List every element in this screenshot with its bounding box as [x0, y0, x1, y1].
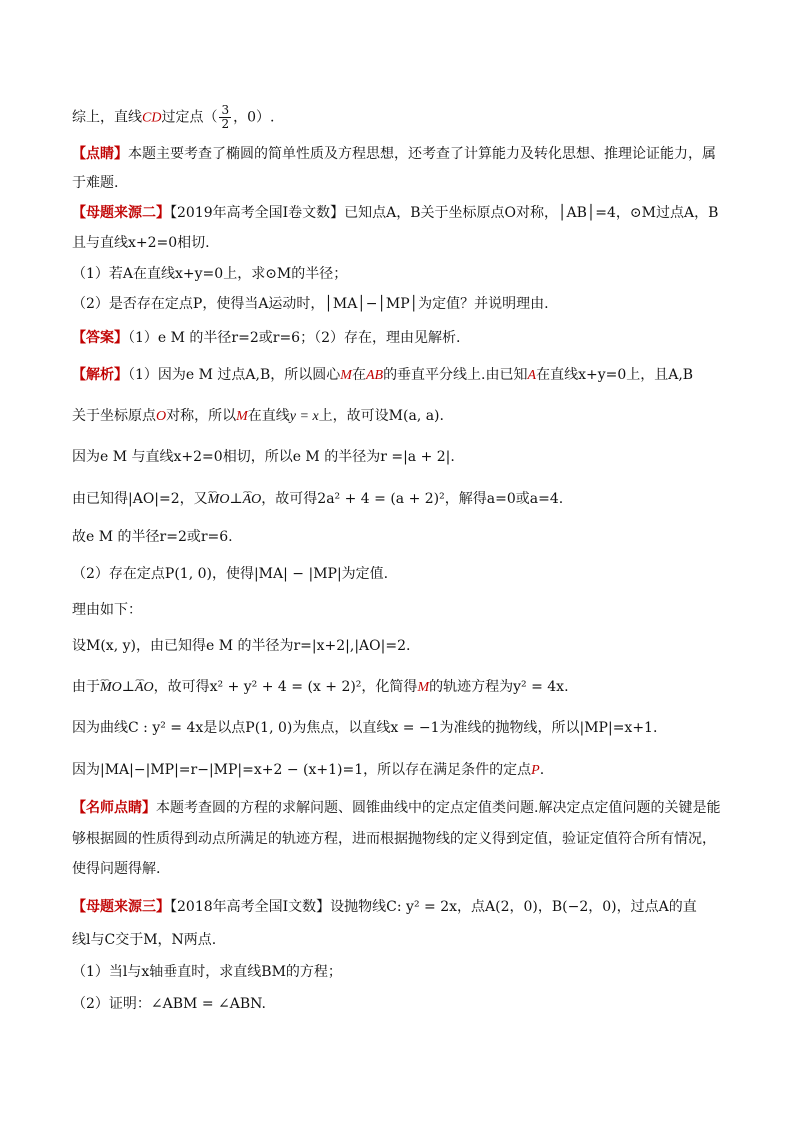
section-tag: 【点睛】 [72, 146, 128, 162]
text: 关于坐标原点 [72, 408, 156, 424]
question-1 [72, 264, 347, 284]
text: 理由如下： [72, 602, 142, 618]
section-tag: 【母题来源二】 [72, 205, 170, 221]
source2-line-2 [72, 233, 210, 253]
analysis-line-9 [72, 677, 569, 698]
text: 的轨迹方程为y² = 4x. [429, 679, 569, 695]
analysis-line-8 [72, 636, 410, 656]
text: （1）e M 的半径r=2或r=6；（2）存在，理由见解析. [128, 330, 461, 346]
analysis-line-7 [72, 600, 142, 620]
section-tag: 【母题来源三】 [72, 899, 170, 915]
question-2 [72, 994, 266, 1014]
vector-ao: ⌢⌢ AO [243, 490, 262, 510]
question-2 [72, 294, 549, 314]
equation: y = x [289, 409, 319, 424]
text: 综上，直线 [72, 109, 142, 126]
text: 在直线 [247, 408, 290, 424]
fraction [219, 104, 231, 131]
text: 在 [351, 367, 366, 383]
point-m: M [417, 680, 430, 695]
analysis-line-11 [72, 760, 544, 781]
vector-mo: ⌢⌢ MO [100, 678, 122, 698]
line-cd: CD [142, 110, 162, 126]
text: ，0）. [233, 109, 275, 126]
mingshi-line-3 [72, 859, 160, 879]
dianjing-line-2 [72, 173, 118, 193]
section-tag: 【解析】 [72, 367, 128, 383]
vector-ao: ⌢⌢ AO [135, 678, 154, 698]
text: 因为e M 与直线x+2=0相切，所以e M 的半径为r =|a + 2|. [72, 449, 455, 465]
point-m: M [236, 409, 248, 424]
analysis-line-2 [72, 406, 444, 427]
source3-line-1 [72, 897, 697, 917]
analysis-line-3 [72, 447, 455, 467]
text: 上，故可设M(a, a). [318, 408, 444, 424]
text: 使得问题得解. [72, 861, 161, 877]
text: 设M(x, y)，由已知得e M 的半径为r=|x+2|,|AO|=2. [72, 638, 411, 654]
analysis-line-5 [72, 527, 233, 547]
fraction-denominator: 2 [221, 117, 230, 131]
text: 本题考查圆的方程的求解问题、圆锥曲线中的定点定值类问题.解决定点定值问题的关键是能 [156, 800, 721, 816]
text: 的垂直平分线上.由已知 [383, 367, 528, 383]
text: 过定点（ [161, 109, 218, 126]
answer-line [72, 328, 460, 348]
text: 因为|MA|−|MP|=r−|MP|=x+2 − (x+1)=1，所以存在满足条件的定点 [72, 762, 532, 778]
perp-symbol: ⊥ [229, 491, 243, 507]
fraction-numerator: 3 [221, 103, 230, 117]
vector-mo: ⌢⌢ MO [208, 490, 230, 510]
mingshi-line-2 [72, 829, 716, 849]
analysis-line-10 [72, 718, 657, 738]
text: ，故可得2a² + 4 = (a + 2)²，解得a=0或a=4. [261, 491, 564, 507]
analysis-line-6 [72, 564, 388, 584]
question-1 [72, 962, 342, 982]
dianjing-line-1 [72, 144, 716, 164]
mingshi-line-1 [72, 798, 720, 818]
perp-symbol: ⊥ [121, 679, 135, 695]
point-o: O [156, 409, 167, 424]
text: . [539, 762, 545, 778]
source3-line-2 [72, 930, 216, 950]
text: 够根据圆的性质得到动点所满足的轨迹方程，进而根据抛物线的定义得到定值，验证定值符合所有情况， [72, 831, 716, 847]
segment-ab: AB [365, 368, 384, 383]
analysis-line-1 [72, 365, 693, 386]
text: 对称，所以 [166, 408, 237, 424]
text: 且与直线x+2=0相切. [72, 235, 210, 251]
text: （1）当l与x轴垂直时，求直线BM的方程； [72, 964, 342, 980]
text: 【2018年高考全国Ⅰ文数】设抛物线C: y² = 2x，点A(2，0)，B(−2，0)，过点A的直 [170, 899, 697, 915]
analysis-line-4 [72, 489, 563, 510]
text: （1）因为e M 过点A,B，所以圆心 [128, 367, 341, 383]
source2-line-1 [72, 203, 718, 223]
text: 【2019年高考全国Ⅰ卷文数】已知点A，B关于坐标原点O对称，│AB│=4，⊙M过点A，B [170, 205, 719, 221]
text: （2）是否存在定点P，使得当A运动时，│MA│−│MP│为定值？并说明理由. [72, 296, 549, 312]
point-m: M [340, 368, 352, 383]
text: 由已知得|AO|=2，又 [72, 491, 208, 507]
text: （1）若A在直线x+y=0上，求⊙M的半径； [72, 266, 348, 282]
text: ，故可得x² + y² + 4 = (x + 2)²，化简得 [153, 679, 418, 695]
section-tag: 【名师点睛】 [72, 800, 156, 816]
text: 故e M 的半径r=2或r=6. [72, 529, 233, 545]
text: 在直线x+y=0上，且A,B [536, 367, 694, 383]
text: 由于 [72, 679, 100, 695]
text: 因为曲线C : y² = 4x是以点P(1, 0)为焦点，以直线x = −1为准线的抛物线，所以|MP|=x+1. [72, 720, 658, 736]
text: 本题主要考查了椭圆的简单性质及方程思想，还考查了计算能力及转化思想、推理论证能力，属 [128, 146, 716, 162]
text: （2）证明：∠ABM = ∠ABN. [72, 996, 266, 1012]
conclusion-line [72, 104, 274, 131]
text: 于难题. [72, 175, 119, 191]
text: （2）存在定点P(1, 0)，使得|MA| − |MP|为定值. [72, 566, 389, 582]
point-a: A [527, 368, 537, 383]
text: 线l与C交于M，N两点. [72, 932, 217, 948]
section-tag: 【答案】 [72, 330, 128, 346]
point-p: P [531, 763, 540, 778]
